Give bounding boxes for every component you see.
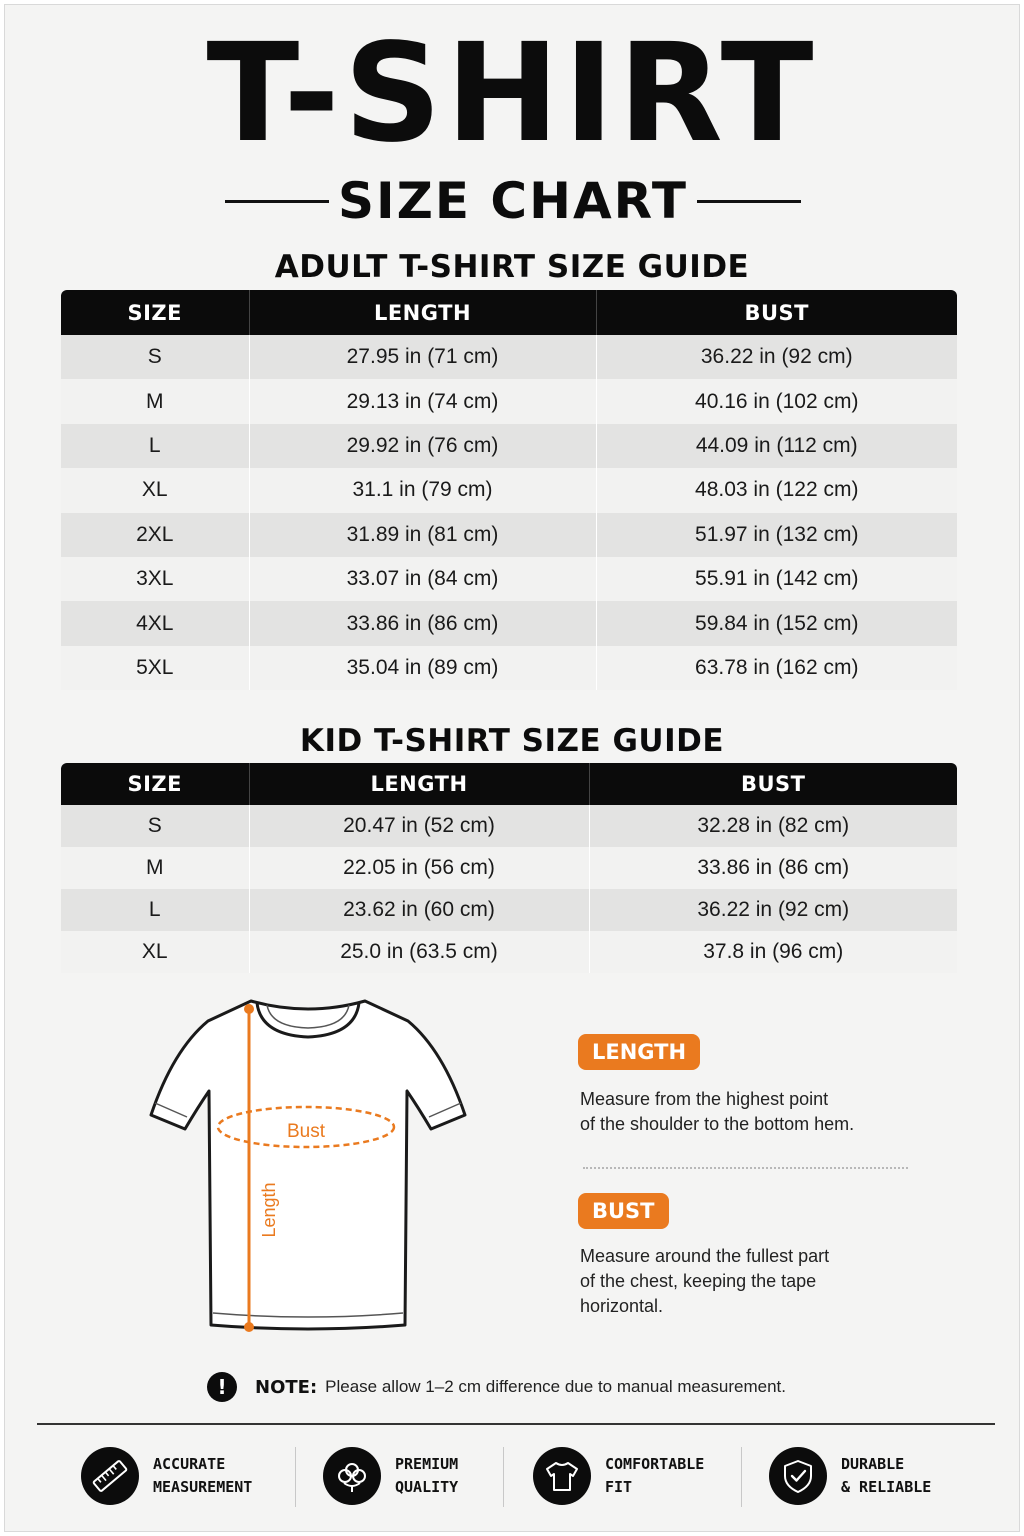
bust-cell: 32.28 in (82 cm) (589, 805, 957, 847)
feature-durable-reliable: DURABLE & RELIABLE (769, 1445, 931, 1507)
bust-cell: 40.16 in (102 cm) (596, 379, 957, 423)
bust-cell: 63.78 in (162 cm) (596, 646, 957, 690)
exclamation-icon: ! (207, 1372, 237, 1402)
bust-cell: 44.09 in (112 cm) (596, 424, 957, 468)
feature-accurate-measurement: ACCURATE MEASUREMENT (81, 1445, 252, 1507)
length-cell: 22.05 in (56 cm) (249, 847, 589, 889)
feature-comfortable-fit: COMFORTABLE FIT (533, 1445, 704, 1507)
length-cell: 31.89 in (81 cm) (249, 513, 596, 557)
subtitle-rule-left (225, 200, 329, 203)
size-cell: XL (61, 468, 249, 512)
size-cell: M (61, 847, 249, 889)
table-header-row (61, 290, 957, 335)
ruler-icon (81, 1447, 139, 1505)
size-cell: L (61, 889, 249, 931)
table-row (61, 335, 957, 379)
table-row (61, 424, 957, 468)
feature-separator (503, 1447, 504, 1507)
table-row (61, 889, 957, 931)
table-row (61, 379, 957, 423)
tshirt-outline (151, 1001, 465, 1329)
feature-separator (295, 1447, 296, 1507)
bust-cell: 37.8 in (96 cm) (589, 931, 957, 973)
bust-cell: 59.84 in (152 cm) (596, 601, 957, 645)
length-cell: 25.0 in (63.5 cm) (249, 931, 589, 973)
note-label: NOTE: (255, 1376, 318, 1398)
length-cell: 29.92 in (76 cm) (249, 424, 596, 468)
bust-cell: 55.91 in (142 cm) (596, 557, 957, 601)
kid-section-title: KID T-SHIRT SIZE GUIDE (299, 723, 725, 759)
bust-badge: BUST (578, 1193, 669, 1229)
column-header-bust: BUST (596, 290, 957, 335)
size-chart-page (4, 4, 1020, 1532)
length-cell: 20.47 in (52 cm) (249, 805, 589, 847)
column-header-size: SIZE (61, 763, 249, 805)
bust-description: Measure around the fullest part of the chest, keeping the tape horizontal. (580, 1246, 830, 1316)
cotton-flower-icon (323, 1447, 381, 1505)
size-cell: 3XL (61, 557, 249, 601)
column-header-bust: BUST (589, 763, 957, 805)
length-diagram-label: Length (259, 1182, 279, 1238)
feature-separator (741, 1447, 742, 1507)
table-row (61, 601, 957, 645)
length-cell: 35.04 in (89 cm) (249, 646, 596, 690)
bust-cell: 33.86 in (86 cm) (589, 847, 957, 889)
subtitle-row (225, 171, 801, 231)
size-cell: 2XL (61, 513, 249, 557)
size-cell: XL (61, 931, 249, 973)
bust-cell: 51.97 in (132 cm) (596, 513, 957, 557)
subtitle-rule-right (697, 200, 801, 203)
table-row (61, 557, 957, 601)
size-cell: 4XL (61, 601, 249, 645)
footer-divider (37, 1423, 995, 1425)
feature-premium-quality: PREMIUM QUALITY (323, 1445, 458, 1507)
table-row (61, 847, 957, 889)
length-cell: 23.62 in (60 cm) (249, 889, 589, 931)
note-text: Please allow 1–2 cm difference due to manual measurement. (325, 1377, 786, 1396)
length-description: Measure from the highest point of the shoulder to the bottom hem. (580, 1089, 855, 1134)
column-header-size: SIZE (61, 290, 249, 335)
adult-section-title: ADULT T-SHIRT SIZE GUIDE (274, 249, 750, 285)
bust-cell: 48.03 in (122 cm) (596, 468, 957, 512)
length-cell: 29.13 in (74 cm) (249, 379, 596, 423)
table-row (61, 646, 957, 690)
bust-cell: 36.22 in (92 cm) (596, 335, 957, 379)
tshirt-icon (533, 1447, 591, 1505)
kid-size-table (61, 763, 957, 973)
length-badge: LENGTH (578, 1034, 700, 1070)
column-header-length: LENGTH (249, 763, 589, 805)
adult-size-table (61, 290, 957, 690)
tshirt-diagram (143, 995, 473, 1340)
note (207, 1371, 786, 1403)
size-cell: S (61, 335, 249, 379)
column-header-length: LENGTH (249, 290, 596, 335)
shield-check-icon (769, 1447, 827, 1505)
table-row (61, 931, 957, 973)
table-row (61, 805, 957, 847)
bust-diagram-label: Bust (286, 1121, 326, 1142)
size-cell: M (61, 379, 249, 423)
length-cell: 33.07 in (84 cm) (249, 557, 596, 601)
table-row (61, 468, 957, 512)
table-header-row (61, 763, 957, 805)
size-cell: 5XL (61, 646, 249, 690)
length-cell: 31.1 in (79 cm) (249, 468, 596, 512)
bust-cell: 36.22 in (92 cm) (589, 889, 957, 931)
dotted-divider (583, 1167, 908, 1169)
size-cell: S (61, 805, 249, 847)
subtitle: SIZE CHART (337, 172, 689, 230)
length-cell: 27.95 in (71 cm) (249, 335, 596, 379)
size-cell: L (61, 424, 249, 468)
table-row (61, 513, 957, 557)
length-cell: 33.86 in (86 cm) (249, 601, 596, 645)
main-title: T-SHIRT (206, 15, 818, 173)
